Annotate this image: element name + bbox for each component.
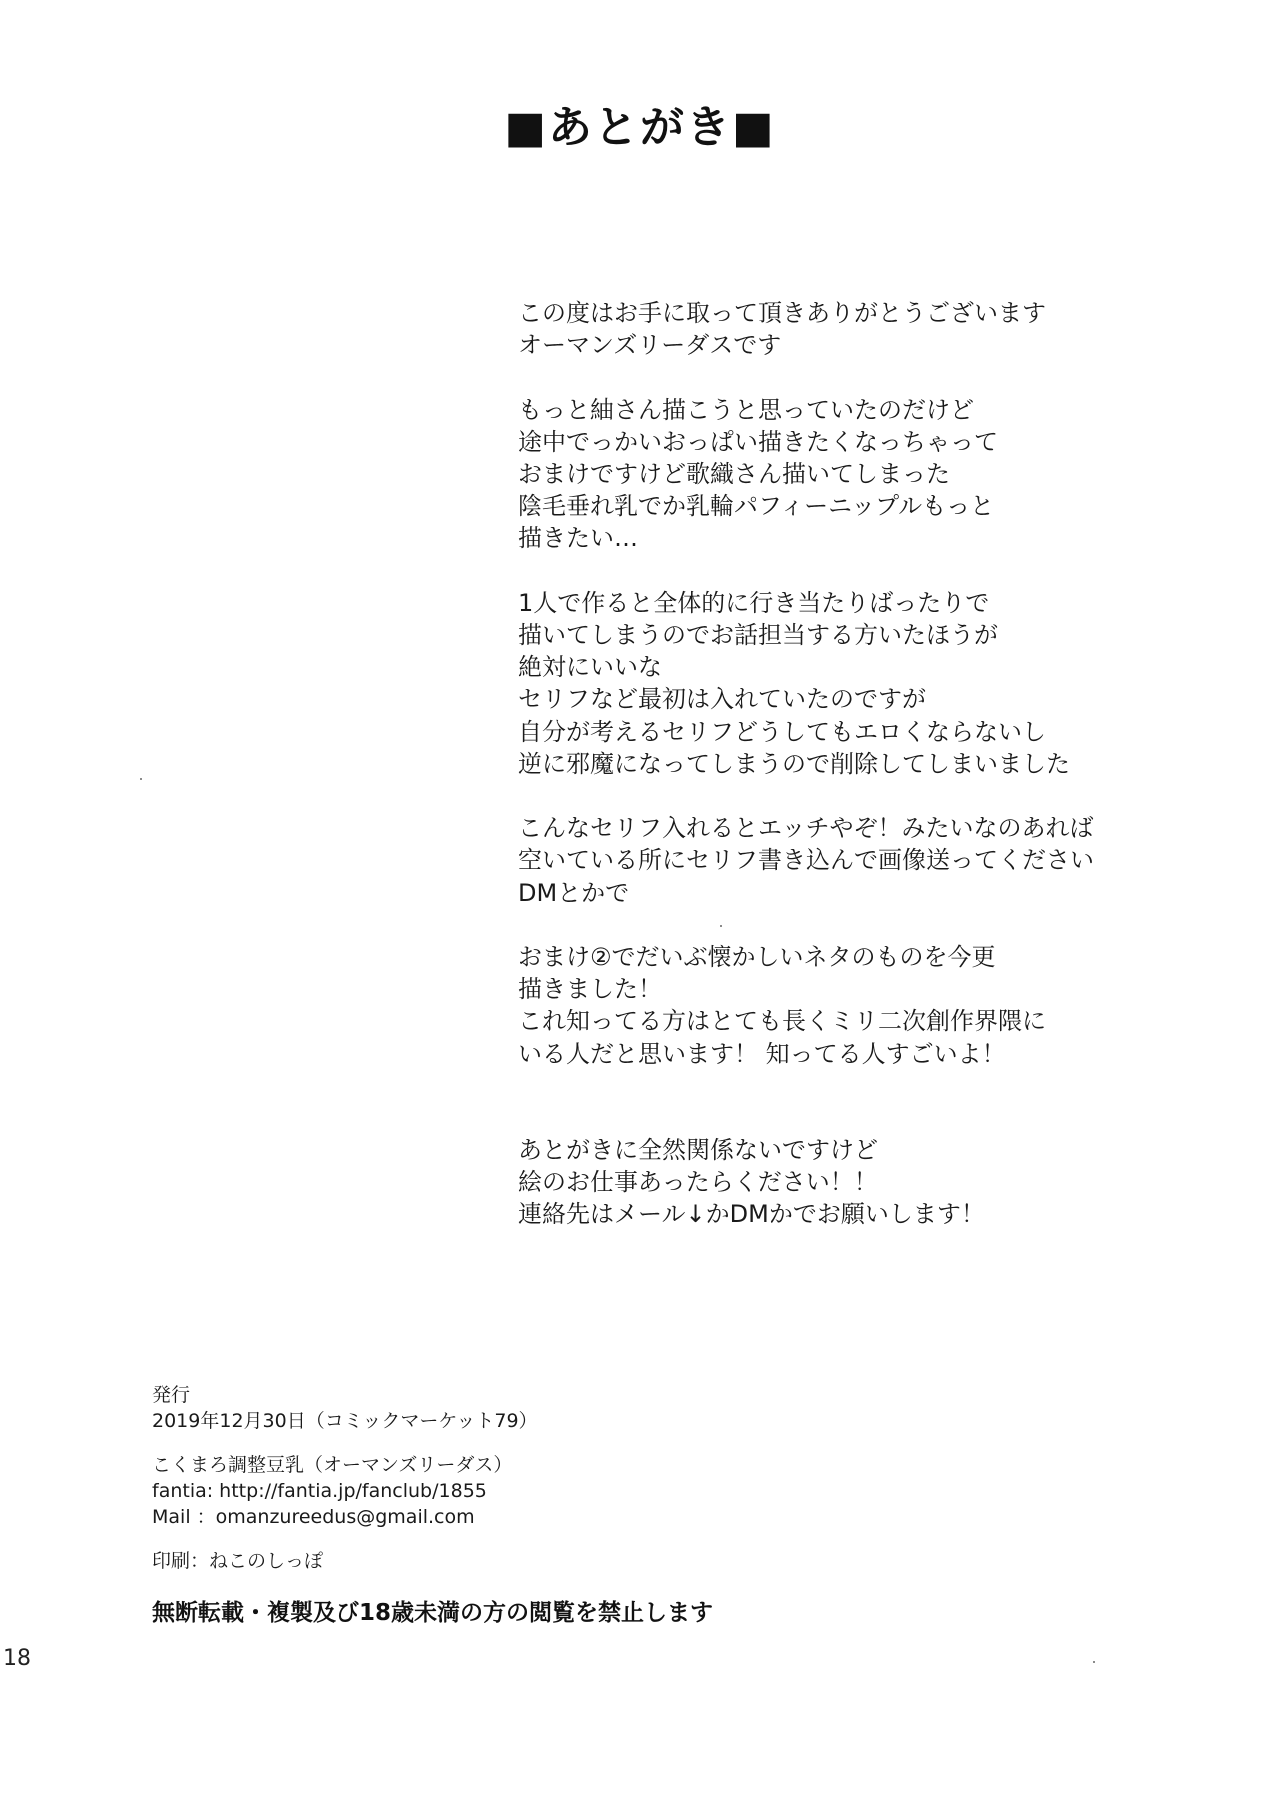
- afterword-line: 連絡先はメール↓かDMかでお願いします！: [518, 1200, 985, 1229]
- colophon-mail: Mail ：omanzureedus@gmail.com: [152, 1506, 475, 1528]
- afterword-line: セリフなど最初は入れていたのですが: [518, 685, 926, 714]
- afterword-line: 描きました！: [518, 975, 662, 1004]
- afterword-line: こんなセリフ入れるとエッチやぞ！みたいなのあれば: [518, 814, 1094, 843]
- afterword-line: 絶対にいいな: [518, 653, 662, 682]
- afterword-paragraph-1: [518, 297, 1258, 361]
- scan-speck: [1093, 1661, 1095, 1663]
- afterword-line: この度はお手に取って頂きありがとうございます: [518, 299, 1046, 327]
- afterword-line: もっと紬さん描こうと思っていたのだけど: [518, 395, 974, 424]
- reproduction-warning: 無断転載・複製及び18歳未満の方の閲覧を禁止します: [152, 1600, 714, 1626]
- afterword-body: [518, 297, 1258, 1263]
- afterword-line: これ知ってる方はとても長くミリ二次創作界隈に: [518, 1007, 1046, 1036]
- afterword-line: 陰毛垂れ乳でか乳輪パフィーニップルもっと: [518, 492, 995, 521]
- afterword-paragraph-2: [518, 394, 1258, 555]
- afterword-line: いる人だと思います！ 知ってる人すごいよ！: [518, 1039, 1006, 1068]
- afterword-line: 描きたい…: [518, 524, 638, 553]
- afterword-title: ■あとがき■: [504, 102, 776, 153]
- afterword-line: 絵のお仕事あったらください！！: [518, 1168, 878, 1197]
- colophon-spacer: [152, 1434, 852, 1452]
- afterword-line: あとがきに全然関係ないですけど: [518, 1135, 878, 1164]
- afterword-line: おまけ②でだいぶ懐かしいネタのものを今更: [518, 943, 996, 971]
- afterword-line: おまけですけど歌織さん描いてしまった: [518, 460, 950, 488]
- scan-speck: [140, 778, 142, 780]
- colophon-published-label: 発行: [152, 1384, 191, 1406]
- afterword-paragraph-6: [518, 1134, 1258, 1231]
- afterword-line: 描いてしまうのでお話担当する方いたほうが: [518, 621, 998, 649]
- afterword-line: オーマンズリーダスです: [518, 331, 782, 360]
- afterword-line: 途中でっかいおっぱい描きたくなっちゃって: [518, 427, 998, 456]
- afterword-line: DMとかで: [518, 878, 630, 907]
- page-number: 18: [3, 1646, 31, 1671]
- afterword-line: 空いている所にセリフ書き込んで画像送ってください: [518, 846, 1094, 875]
- scan-speck: [720, 925, 722, 927]
- colophon-fantia: fantia: http://fantia.jp/fanclub/1855: [152, 1480, 487, 1502]
- afterword-line: 1人で作ると全体的に行き当たりばったりで: [518, 588, 990, 617]
- afterword-line: 自分が考えるセリフどうしてもエロくならないし: [518, 717, 1046, 746]
- colophon-circle: こくまろ調整豆乳（オーマンズリーダス）: [152, 1454, 513, 1476]
- colophon: [152, 1382, 852, 1574]
- colophon-printer: 印刷：ねこのしっぽ: [152, 1550, 324, 1572]
- afterword-paragraph-5: [518, 941, 1258, 1070]
- afterword-paragraph-3: [518, 587, 1258, 780]
- colophon-published-date: 2019年12月30日（コミックマーケット79）: [152, 1410, 538, 1432]
- afterword-paragraph-4: [518, 812, 1258, 909]
- afterword-line: 逆に邪魔になってしまうので削除してしまいました: [518, 749, 1070, 778]
- colophon-spacer: [152, 1530, 852, 1548]
